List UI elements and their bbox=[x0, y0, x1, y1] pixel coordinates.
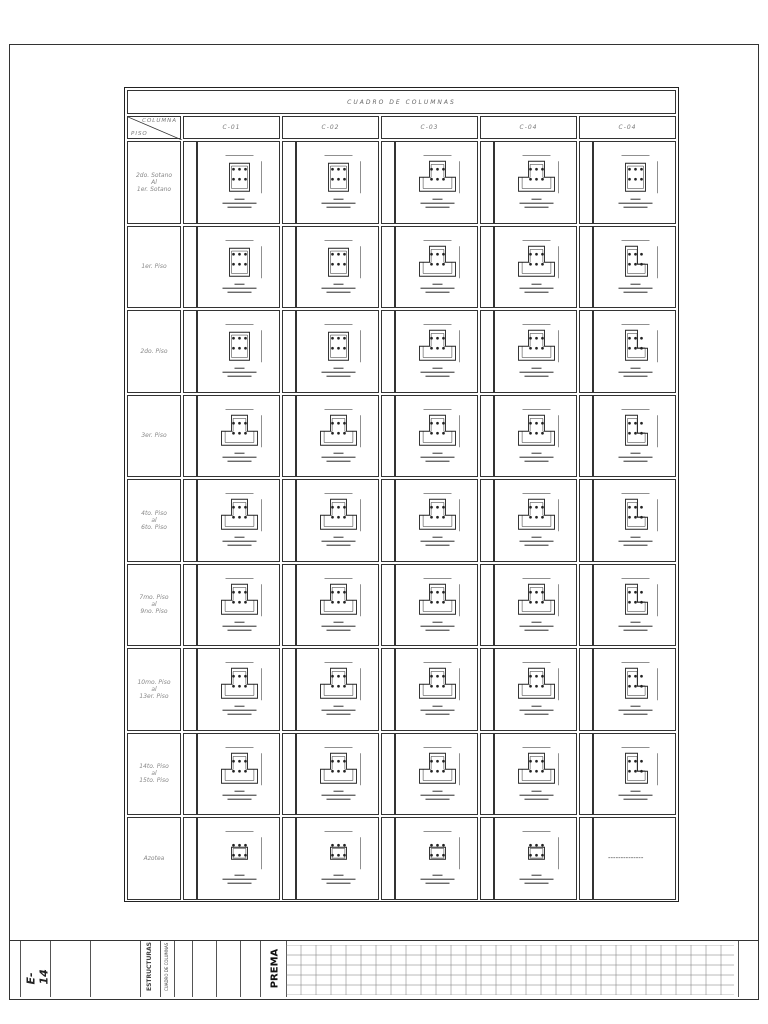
column-section-drawing bbox=[495, 818, 576, 899]
column-section-cell bbox=[296, 564, 379, 647]
column-section-cell bbox=[593, 817, 676, 900]
column-section-cell bbox=[395, 141, 478, 224]
tb-info-2 bbox=[193, 941, 217, 997]
column-section-drawing bbox=[594, 565, 675, 646]
column-section-cell bbox=[494, 226, 577, 309]
column-section-cell bbox=[296, 817, 379, 900]
floor-label: 4to. Piso al 6to. Piso bbox=[127, 479, 181, 562]
column-section-drawing bbox=[594, 311, 675, 392]
column-section-drawing bbox=[495, 227, 576, 308]
cell-side-note bbox=[183, 733, 197, 816]
cell-side-note bbox=[381, 648, 395, 731]
column-section-cell bbox=[494, 564, 577, 647]
column-section-drawing bbox=[396, 734, 477, 815]
column-section-cell bbox=[593, 310, 676, 393]
floor-label: 10mo. Piso al 13er. Piso bbox=[127, 648, 181, 731]
cell-side-note bbox=[282, 564, 296, 647]
tb-end-box bbox=[738, 941, 759, 997]
column-section-drawing bbox=[198, 142, 279, 223]
floor-label: 2do. Piso bbox=[127, 310, 181, 393]
column-section-drawing bbox=[198, 480, 279, 561]
column-section-cell bbox=[197, 733, 280, 816]
cell-side-note bbox=[381, 479, 395, 562]
column-section-drawing bbox=[396, 818, 477, 899]
cell-side-note bbox=[480, 733, 494, 816]
corner-label-columna: COLUMNA bbox=[142, 118, 177, 124]
cell-side-note bbox=[579, 648, 593, 731]
column-section-drawing bbox=[495, 734, 576, 815]
column-section-cell bbox=[593, 648, 676, 731]
cell-side-note bbox=[381, 226, 395, 309]
column-section-drawing bbox=[198, 649, 279, 730]
cell-side-note bbox=[579, 564, 593, 647]
column-section-cell bbox=[197, 648, 280, 731]
cell-side-note bbox=[282, 733, 296, 816]
column-section-cell bbox=[593, 479, 676, 562]
cell-side-note bbox=[480, 479, 494, 562]
floor-label: 7mo. Piso al 9no. Piso bbox=[127, 564, 181, 647]
cell-side-note bbox=[381, 817, 395, 900]
tb-notes-box bbox=[91, 941, 141, 997]
cell-side-note bbox=[579, 733, 593, 816]
cell-side-note bbox=[282, 395, 296, 478]
column-section-drawing bbox=[594, 734, 675, 815]
corner-header bbox=[127, 116, 181, 139]
cell-side-note bbox=[579, 817, 593, 900]
cell-side-note bbox=[282, 648, 296, 731]
cell-side-note bbox=[183, 817, 197, 900]
column-section-drawing bbox=[297, 227, 378, 308]
column-section-cell bbox=[296, 226, 379, 309]
column-header-5: C-04 bbox=[579, 116, 676, 139]
cell-side-note bbox=[282, 226, 296, 309]
column-section-drawing bbox=[396, 142, 477, 223]
column-section-drawing bbox=[297, 734, 378, 815]
cell-side-note bbox=[579, 310, 593, 393]
cell-side-note bbox=[282, 479, 296, 562]
column-section-cell bbox=[593, 733, 676, 816]
column-section-drawing bbox=[594, 227, 675, 308]
cell-side-note bbox=[183, 310, 197, 393]
tb-info-3 bbox=[217, 941, 241, 997]
column-section-drawing bbox=[396, 480, 477, 561]
column-header-4: C-04 bbox=[480, 116, 577, 139]
column-section-drawing bbox=[396, 649, 477, 730]
cell-side-note bbox=[480, 310, 494, 393]
column-section-drawing bbox=[297, 480, 378, 561]
tb-logo-box bbox=[261, 941, 287, 997]
column-section-cell bbox=[197, 564, 280, 647]
column-section-drawing bbox=[297, 311, 378, 392]
column-section-cell bbox=[197, 310, 280, 393]
cell-side-note bbox=[579, 226, 593, 309]
cell-side-note bbox=[480, 564, 494, 647]
cell-side-note bbox=[183, 226, 197, 309]
column-section-cell bbox=[197, 479, 280, 562]
cell-side-note bbox=[480, 141, 494, 224]
column-section-drawing bbox=[198, 565, 279, 646]
column-section-drawing bbox=[594, 480, 675, 561]
column-section-cell bbox=[494, 817, 577, 900]
column-section-drawing bbox=[396, 311, 477, 392]
column-section-drawing bbox=[198, 818, 279, 899]
column-section-cell bbox=[395, 395, 478, 478]
floor-label: 2do. Sotano Al 1er. Sotano bbox=[127, 141, 181, 224]
column-section-cell bbox=[395, 733, 478, 816]
discipline-label: ESTRUCTURAS bbox=[146, 942, 153, 991]
cell-side-note bbox=[381, 141, 395, 224]
column-section-cell bbox=[494, 395, 577, 478]
column-section-cell bbox=[395, 648, 478, 731]
column-section-drawing bbox=[495, 311, 576, 392]
column-section-cell bbox=[494, 310, 577, 393]
column-section-drawing bbox=[297, 396, 378, 477]
cell-side-note bbox=[579, 395, 593, 478]
tb-scale-box bbox=[51, 941, 91, 997]
column-section-drawing bbox=[297, 649, 378, 730]
column-section-drawing bbox=[594, 649, 675, 730]
column-section-drawing bbox=[198, 311, 279, 392]
cell-side-note bbox=[480, 395, 494, 478]
column-section-cell bbox=[494, 648, 577, 731]
cell-side-note bbox=[282, 310, 296, 393]
title-block bbox=[9, 940, 759, 997]
cell-side-note bbox=[183, 479, 197, 562]
column-section-drawing bbox=[396, 396, 477, 477]
tb-sheetname-box bbox=[161, 941, 175, 997]
column-header-1: C-01 bbox=[183, 116, 280, 139]
column-section-cell bbox=[395, 226, 478, 309]
column-section-drawing bbox=[198, 227, 279, 308]
corner-label-piso: PISO bbox=[131, 131, 148, 137]
column-section-cell bbox=[296, 733, 379, 816]
column-section-drawing bbox=[495, 649, 576, 730]
tb-info-4 bbox=[241, 941, 261, 997]
column-section-cell bbox=[593, 395, 676, 478]
column-section-cell bbox=[593, 141, 676, 224]
column-header-2: C-02 bbox=[282, 116, 379, 139]
cell-side-note bbox=[480, 817, 494, 900]
floor-label: 3er. Piso bbox=[127, 395, 181, 478]
column-header-3: C-03 bbox=[381, 116, 478, 139]
table-title: CUADRO DE COLUMNAS bbox=[127, 90, 676, 114]
column-section-cell bbox=[197, 395, 280, 478]
cell-side-note bbox=[381, 310, 395, 393]
column-section-cell bbox=[296, 648, 379, 731]
column-section-drawing bbox=[297, 565, 378, 646]
floor-label: 14to. Piso al 15to. Piso bbox=[127, 733, 181, 816]
column-section-cell bbox=[494, 479, 577, 562]
column-section-cell bbox=[593, 564, 676, 647]
cell-side-note bbox=[282, 141, 296, 224]
columns-schedule-table bbox=[124, 87, 679, 902]
cell-side-note bbox=[579, 141, 593, 224]
column-section-drawing bbox=[594, 396, 675, 477]
column-section-cell bbox=[296, 141, 379, 224]
column-section-drawing bbox=[396, 227, 477, 308]
cell-side-note bbox=[480, 226, 494, 309]
cell-side-note bbox=[579, 479, 593, 562]
column-section-cell bbox=[494, 141, 577, 224]
column-section-cell bbox=[197, 141, 280, 224]
column-section-drawing bbox=[396, 565, 477, 646]
column-section-cell bbox=[395, 564, 478, 647]
column-section-drawing bbox=[495, 565, 576, 646]
sheet-name: CUADRO DE COLUMNAS bbox=[164, 942, 169, 991]
tb-discipline-box bbox=[141, 941, 161, 997]
column-section-drawing bbox=[495, 142, 576, 223]
column-section-cell bbox=[296, 310, 379, 393]
floor-label: Azotea bbox=[127, 817, 181, 900]
empty-cell-dashes: -------------- bbox=[608, 854, 644, 862]
cell-side-note bbox=[183, 141, 197, 224]
column-section-drawing bbox=[495, 480, 576, 561]
column-section-cell bbox=[296, 479, 379, 562]
tb-sheet-box bbox=[21, 941, 51, 997]
cell-side-note bbox=[282, 817, 296, 900]
cell-side-note bbox=[381, 564, 395, 647]
column-section-cell bbox=[296, 395, 379, 478]
revision-grid bbox=[286, 945, 734, 995]
company-logo: PREMA bbox=[269, 948, 281, 989]
column-section-cell bbox=[395, 817, 478, 900]
cell-side-note bbox=[183, 648, 197, 731]
cell-side-note bbox=[480, 648, 494, 731]
column-section-drawing bbox=[297, 818, 378, 899]
column-section-cell bbox=[395, 479, 478, 562]
column-section-drawing bbox=[198, 734, 279, 815]
column-section-drawing bbox=[594, 142, 675, 223]
floor-label: 1er. Piso bbox=[127, 226, 181, 309]
cell-side-note bbox=[381, 733, 395, 816]
column-section-drawing bbox=[495, 396, 576, 477]
cell-side-note bbox=[183, 564, 197, 647]
column-section-cell bbox=[197, 226, 280, 309]
cell-side-note bbox=[183, 395, 197, 478]
column-section-cell bbox=[197, 817, 280, 900]
column-section-drawing bbox=[198, 396, 279, 477]
column-section-cell bbox=[395, 310, 478, 393]
column-section-cell bbox=[593, 226, 676, 309]
tb-strip bbox=[9, 941, 21, 997]
column-section-cell bbox=[494, 733, 577, 816]
sheet-number: E-14 bbox=[24, 969, 51, 985]
column-section-drawing bbox=[297, 142, 378, 223]
cell-side-note bbox=[381, 395, 395, 478]
tb-info-1 bbox=[175, 941, 193, 997]
